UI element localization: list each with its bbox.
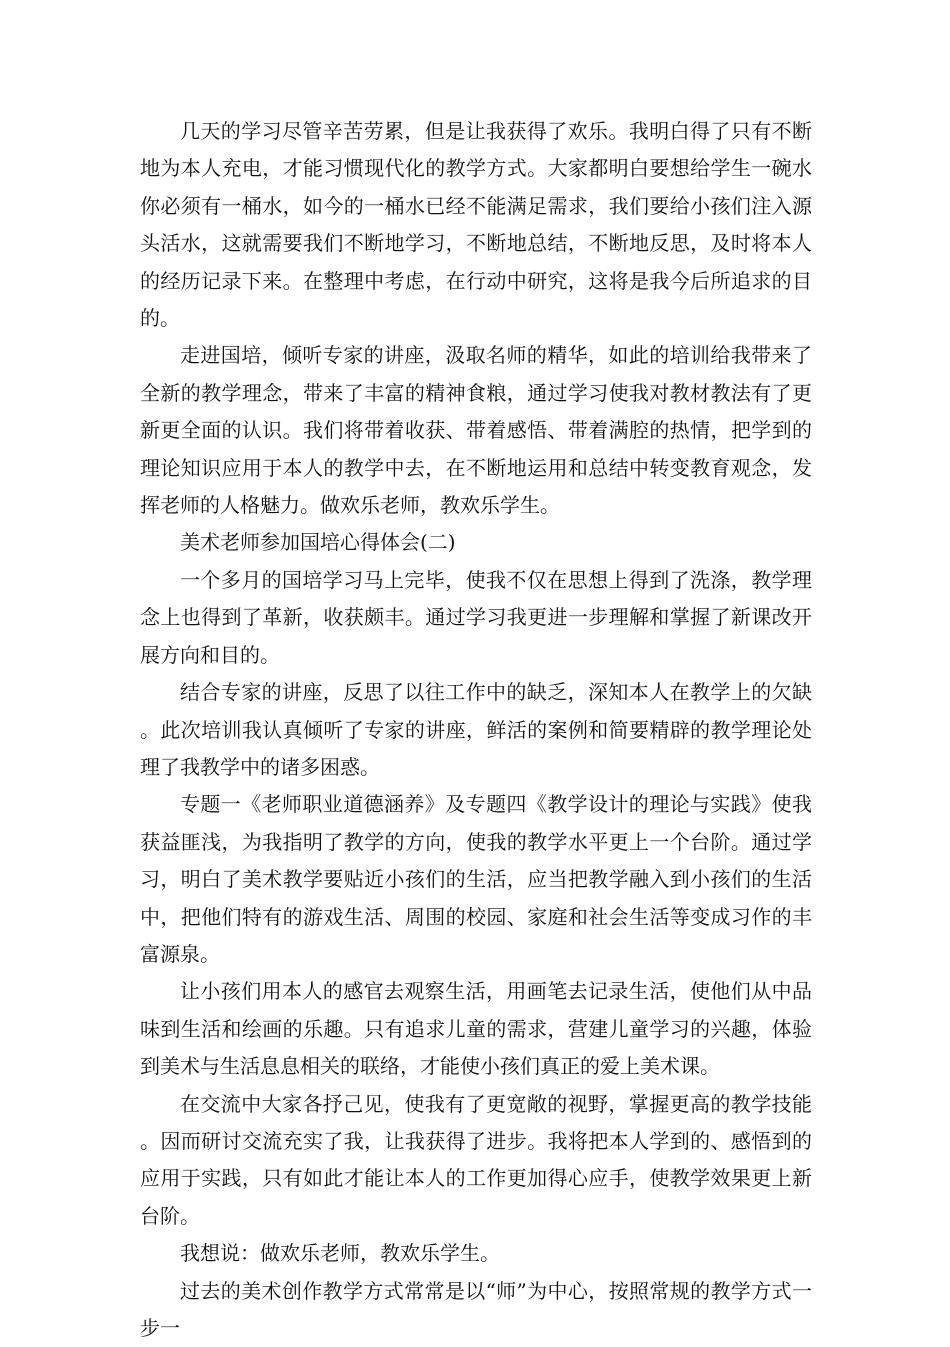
- section-heading: 美术老师参加国培心得体会(二): [180, 530, 456, 555]
- paragraph-1: 几天的学习尽管辛苦劳累，但是让我获得了欢乐。我明白得了只有不断地为本人充电，才能习惯现代化的教学方式。大家都明白要想给学生一碗水你必须有一桶水，如今的一桶水已经不能满足需求，我们要给小孩们注入源头活水，这就需要我们不断地学习，不断地总结，不断地反思，及时将本人的经历记录下来。在整理中考虑，在行动中研究，这将是我今后所追求的目的。: [140, 119, 812, 331]
- paragraph-4: 结合专家的讲座，反思了以往工作中的缺乏，深知本人在教学上的欠缺。此次培训我认真倾听了专家的讲座，鲜活的案例和简要精辟的教学理论处理了我教学中的诸多困惑。: [140, 680, 812, 779]
- paragraph-3: 一个多月的国培学习马上完毕，使我不仅在思想上得到了洗涤，教学理念上也得到了革新，收获颇丰。通过学习我更进一步理解和掌握了新课改开展方向和目的。: [140, 567, 812, 667]
- paragraph-8: 我想说：做欢乐老师，教欢乐学生。: [180, 1241, 500, 1266]
- paragraph-5: 专题一《老师职业道德涵养》及专题四《教学设计的理论与实践》使我获益匪浅，为我指明了教学的方向，使我的教学水平更上一个台阶。通过学习，明白了美术教学要贴近小孩们的生活，应当把教学融入到小孩们的生活中，把他们特有的游戏生活、周围的校园、家庭和社会生活等变成习作的丰富源泉。: [140, 792, 812, 966]
- paragraph-7: 在交流中大家各抒己见，使我有了更宽敞的视野，掌握更高的教学技能。因而研讨交流充实了我，让我获得了进步。我将把本人学到的、感悟到的应用于实践，只有如此才能让本人的工作更加得心应手，使教学效果更上新台阶。: [140, 1091, 812, 1228]
- paragraph-6: 让小孩们用本人的感官去观察生活，用画笔去记录生活，使他们从中品味到生活和绘画的乐趣。只有追求儿童的需求，营建儿童学习的兴趣，体验到美术与生活息息相关的联络，才能使小孩们真正的爱上美术课。: [140, 979, 812, 1079]
- paragraph-2: 走进国培，倾听专家的讲座，汲取名师的精华，如此的培训给我带来了全新的教学理念，带来了丰富的精神食粮，通过学习使我对教材教法有了更新更全面的认识。我们将带着收获、带着感悟、带着满腔的热情，把学到的理论知识应用于本人的教学中去，在不断地运用和总结中转变教育观念，发挥老师的人格魅力。做欢乐老师，教欢乐学生。: [140, 343, 812, 518]
- document-body: [140, 113, 812, 1347]
- paragraph-9: 过去的美术创作教学方式常常是以“师”为中心，按照常规的教学方式一步一: [140, 1278, 812, 1340]
